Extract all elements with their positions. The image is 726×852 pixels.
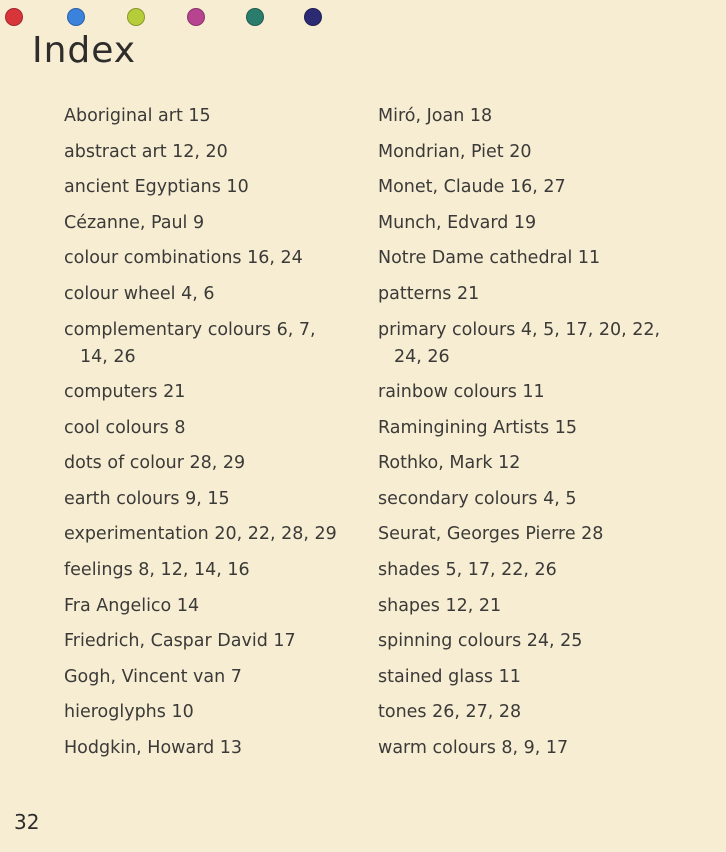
index-entry-text: primary colours 4, 5, 17, 20, 22,	[378, 319, 661, 340]
index-entry-text: computers 21	[64, 382, 186, 403]
index-entry-text: stained glass 11	[378, 666, 521, 687]
index-entry	[378, 553, 718, 589]
index-entry-text: abstract art 12, 20	[64, 141, 228, 162]
index-entry	[378, 446, 718, 482]
index-entry	[378, 313, 718, 376]
index-entry-text: Gogh, Vincent van 7	[64, 666, 242, 687]
index-entry-text: hieroglyphs 10	[64, 702, 194, 723]
index-entry-text: ancient Egyptians 10	[64, 177, 249, 198]
index-entry	[378, 135, 718, 171]
index-entry-text: shades 5, 17, 22, 26	[378, 560, 557, 581]
index-entry-text: spinning colours 24, 25	[378, 631, 583, 652]
index-column-right	[378, 99, 718, 767]
index-entry	[64, 660, 364, 696]
index-entry	[64, 241, 364, 277]
index-entry	[64, 731, 364, 767]
index-entry-text: earth colours 9, 15	[64, 488, 230, 509]
index-entry-text: Munch, Edvard 19	[378, 212, 537, 233]
index-entry-text: colour wheel 4, 6	[64, 283, 215, 304]
index-entry	[378, 589, 718, 625]
index-entry	[378, 411, 718, 447]
index-entry-continuation: 24, 26	[394, 346, 450, 367]
index-entry	[64, 553, 364, 589]
index-column-left	[64, 99, 364, 767]
index-entry	[64, 313, 364, 376]
index-entry	[64, 624, 364, 660]
index-entry-text: patterns 21	[378, 283, 480, 304]
index-entry	[378, 241, 718, 277]
index-entry	[64, 375, 364, 411]
index-entry	[64, 446, 364, 482]
index-entry	[64, 170, 364, 206]
index-entry-text: complementary colours 6, 7,	[64, 319, 316, 340]
index-entry	[64, 277, 364, 313]
index-entry-text: Seurat, Georges Pierre 28	[378, 524, 604, 545]
index-entry	[378, 731, 718, 767]
index-entry-text: Miró, Joan 18	[378, 106, 493, 126]
index-entry	[378, 482, 718, 518]
index-entry-text: Rothko, Mark 12	[378, 453, 521, 474]
index-entry	[378, 695, 718, 731]
index-entry	[64, 135, 364, 171]
page-title: Index	[32, 30, 137, 71]
dot-blue-icon	[67, 8, 85, 26]
index-entry	[378, 206, 718, 242]
index-entry	[64, 482, 364, 518]
index-entry	[378, 277, 718, 313]
page-number: 32	[14, 810, 40, 834]
index-entry-text: cool colours 8	[64, 417, 186, 438]
index-entry-text: shapes 12, 21	[378, 595, 502, 616]
index-entry	[64, 206, 364, 242]
index-entry	[378, 99, 718, 135]
index-entry	[64, 517, 364, 553]
index-entry-text: Friedrich, Caspar David 17	[64, 631, 296, 652]
index-entry-text: Fra Angelico 14	[64, 595, 200, 616]
index-entry	[64, 99, 364, 135]
index-entry	[378, 170, 718, 206]
index-entry-text: warm colours 8, 9, 17	[378, 738, 569, 758]
index-entry-text: Ramingining Artists 15	[378, 417, 578, 438]
index-entry	[378, 624, 718, 660]
index-entry-text: colour combinations 16, 24	[64, 248, 303, 269]
dot-lime-icon	[127, 8, 145, 26]
dot-magenta-icon	[187, 8, 205, 26]
index-entry-text: Aboriginal art 15	[64, 106, 211, 126]
index-entry	[378, 375, 718, 411]
index-entry	[64, 411, 364, 447]
index-entry-text: Cézanne, Paul 9	[64, 212, 205, 233]
index-entry-text: Hodgkin, Howard 13	[64, 738, 243, 758]
index-entry-text: Notre Dame cathedral 11	[378, 248, 601, 269]
dot-red-icon	[5, 8, 23, 26]
index-entry-text: secondary colours 4, 5	[378, 488, 577, 509]
index-entry-text: Mondrian, Piet 20	[378, 141, 532, 162]
index-entry-text: rainbow colours 11	[378, 382, 545, 403]
index-entry-continuation: 14, 26	[80, 346, 136, 367]
index-entry-text: feelings 8, 12, 14, 16	[64, 560, 250, 581]
index-entry-text: Monet, Claude 16, 27	[378, 177, 566, 198]
index-entry	[64, 695, 364, 731]
dot-navy-icon	[304, 8, 322, 26]
index-entry	[64, 589, 364, 625]
index-entry	[378, 660, 718, 696]
index-entry-text: tones 26, 27, 28	[378, 702, 522, 723]
index-entry-text: dots of colour 28, 29	[64, 453, 246, 474]
dot-teal-icon	[246, 8, 264, 26]
index-entry-text: experimentation 20, 22, 28, 29	[64, 524, 337, 545]
index-entry	[378, 517, 718, 553]
